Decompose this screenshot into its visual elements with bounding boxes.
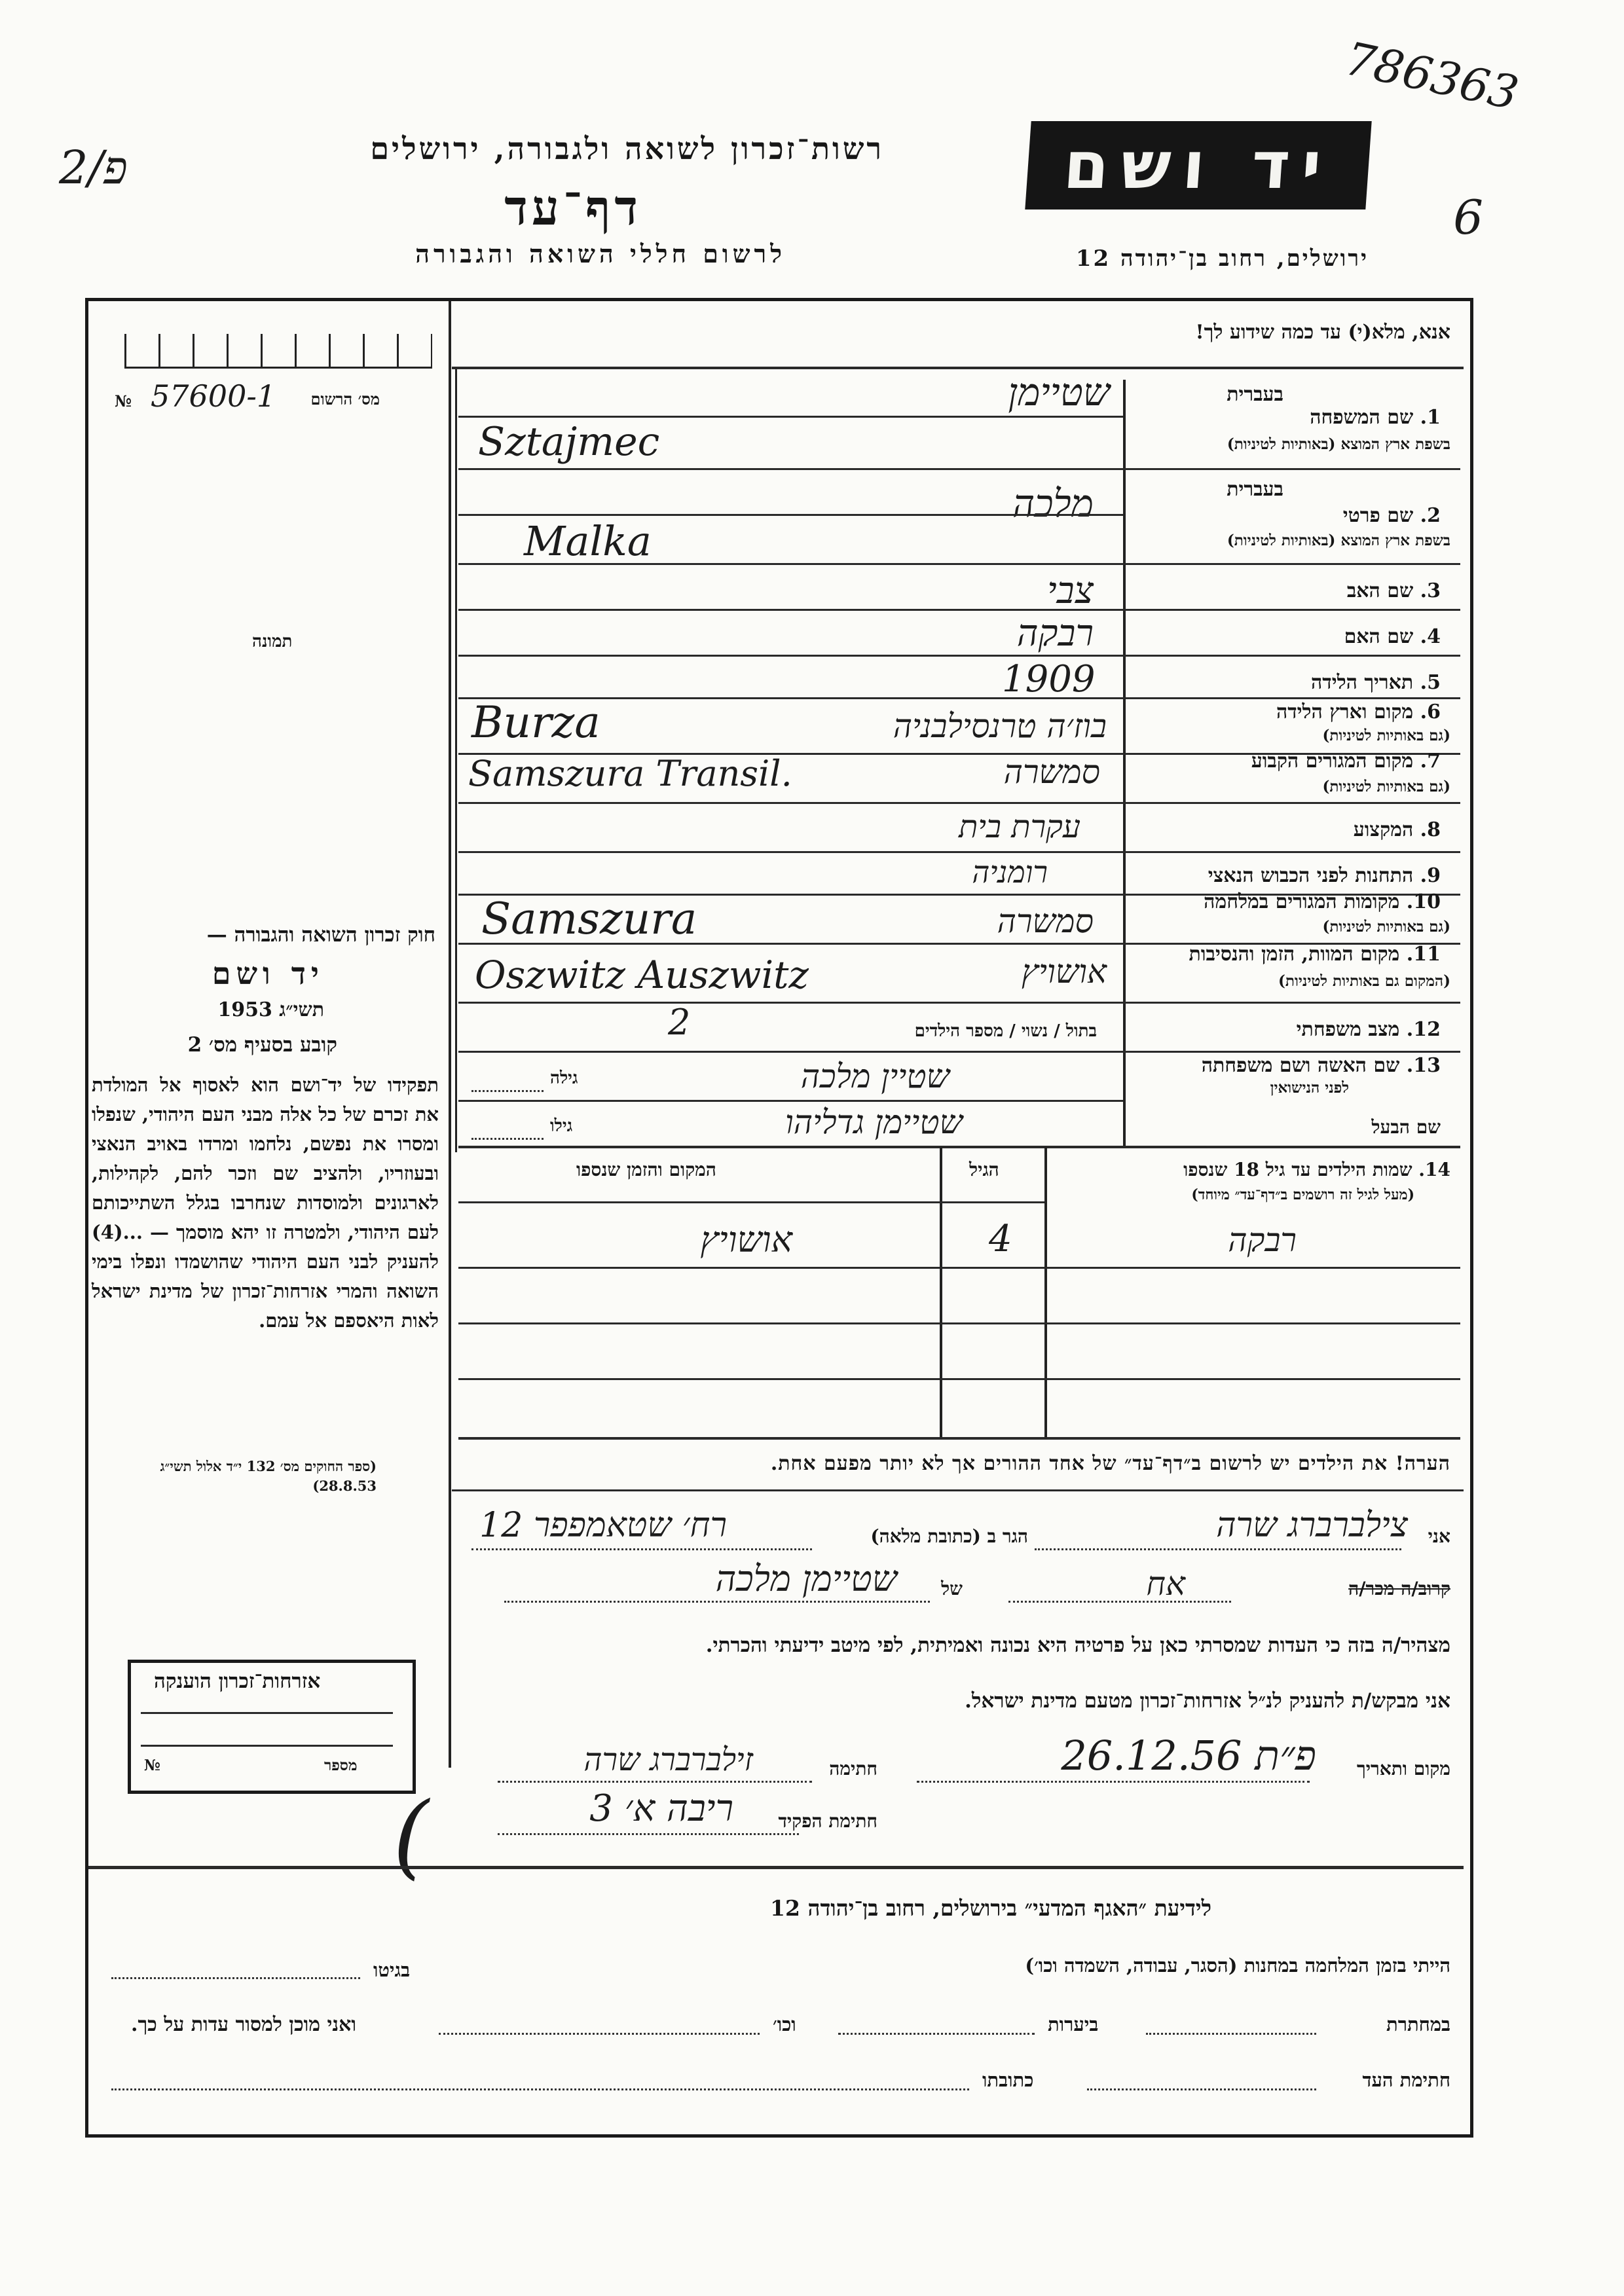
law-clause: קובע בסעיף מס׳ 2 <box>187 1033 337 1057</box>
note-rule <box>452 1489 1464 1491</box>
field-label-13 <box>1202 1054 1441 1077</box>
field-sub-6: (גם באותיות לטיניות) <box>1322 727 1450 744</box>
witness-ready: ואני מוכן למסור עדות על כך. <box>131 2013 357 2036</box>
value-label-divider <box>1123 380 1126 1146</box>
field-label-10 <box>1204 890 1441 913</box>
witness-signature-label: חתימת העד <box>1362 2069 1450 2091</box>
witness-ghetto-line <box>111 1977 360 1979</box>
value-9: רומניה <box>972 854 1048 890</box>
rule-1a <box>458 416 1123 418</box>
field-label-11 <box>1189 943 1441 966</box>
rule-2b <box>458 563 1460 565</box>
age-label-husband: גילו <box>550 1116 573 1136</box>
logo-text: יד ושם <box>1061 127 1336 204</box>
witness-address-label: כתובתו <box>982 2069 1034 2091</box>
field-num-11: 11. <box>1406 943 1441 966</box>
rule-11 <box>458 1002 1460 1004</box>
registration-ticks <box>124 334 432 369</box>
field-num-7: 7. <box>1420 750 1441 773</box>
field-label-12 <box>1297 1018 1441 1041</box>
children-head-rule <box>458 1201 1044 1203</box>
field-text-2: שם פרטי <box>1342 504 1414 527</box>
value-6-latin: Burza <box>471 697 600 748</box>
field-text-9: התחנות לפני הכבוש הנאצי <box>1208 864 1414 887</box>
field-sub-7: (גם באותיות לטיניות) <box>1322 778 1450 795</box>
value-13: שטיין מלכה <box>800 1057 950 1095</box>
value-husband: שטיימן גדליהו <box>785 1103 963 1141</box>
value-3: צבי <box>1046 570 1094 612</box>
child-row-4 <box>458 1437 1460 1440</box>
law-name: יד ושם <box>212 956 324 991</box>
relation-value: אח <box>1146 1565 1185 1603</box>
field-text-8: המקצוע <box>1353 818 1414 841</box>
field-label-8 <box>1354 818 1441 841</box>
field-num-10: 10. <box>1406 890 1441 913</box>
declarant-name: צילברברג שרה <box>1216 1506 1408 1545</box>
field-num-3: 3. <box>1420 579 1441 602</box>
field-text-7: מקום המגורים הקבוע <box>1251 750 1414 773</box>
age-line-husband <box>471 1138 544 1140</box>
value-2-latin: Malka <box>524 517 652 565</box>
place-date-label: מקום ותאריך <box>1356 1758 1450 1779</box>
children-col-place: המקום והזמן שנספו <box>576 1159 716 1180</box>
citizenship-box-title: אזרחות־זכרון הוענקה <box>154 1669 321 1693</box>
handwritten-file-number: 786363 <box>1340 31 1523 120</box>
children-col-age: הגיל <box>969 1159 999 1180</box>
field-text-6: מקום וארץ הלידה <box>1276 701 1414 723</box>
declarant-address-line <box>471 1548 812 1550</box>
box-rule-1 <box>141 1712 393 1714</box>
field-num-9: 9. <box>1420 864 1441 887</box>
signature-label: חתימה <box>829 1758 877 1779</box>
declarant-i-label: אני <box>1428 1525 1450 1547</box>
children-label: 14. שמות הילדים עד גיל 18 שנספו <box>1183 1159 1450 1180</box>
registration-no-sign: № <box>115 392 132 410</box>
value-10-hebrew: סמשרה <box>997 902 1094 940</box>
label-hebrew-1: בעברית <box>1227 383 1283 406</box>
child-age-1: 4 <box>989 1218 1012 1260</box>
field-sub-11: (המקום גם באותיות לטיניות) <box>1278 972 1450 990</box>
signature-value: זילברברג שרה <box>583 1741 753 1778</box>
field-text-3: שם האב <box>1346 579 1414 602</box>
field-label-9 <box>1208 864 1441 887</box>
field-text-5: תאריך הלידה <box>1311 671 1414 694</box>
field-text-10: מקומות המגורים במלחמה <box>1204 890 1400 913</box>
marital-options: בתול / נשוי / מספר הילדים <box>914 1021 1097 1041</box>
children-div-1 <box>1044 1147 1047 1438</box>
of-name: שטיימן מלכה <box>715 1558 897 1599</box>
value-7-latin: Samszura Transil. <box>468 753 792 794</box>
left-column-divider <box>449 301 451 1768</box>
field-sub-1: בשפת ארץ המוצא (באותיות לטיניות) <box>1227 435 1450 453</box>
value-4: רבקה <box>1016 612 1094 655</box>
age-label-wife: גילה <box>550 1068 578 1088</box>
value-1-hebrew: שטיימן <box>1008 370 1110 414</box>
of-line <box>504 1601 930 1603</box>
field-text-4: שם האם <box>1344 625 1414 648</box>
declarant-resident-label: הגר ב (כתובת מלאה) <box>870 1525 1028 1547</box>
field-sub-10: (גם באותיות לטיניות) <box>1322 918 1450 936</box>
field-label-4 <box>1344 625 1441 648</box>
age-line-wife <box>471 1090 544 1092</box>
witness-title: לידיעת ״האגף המדעי״ בירושלים, רחוב בן־יהודה 12 <box>770 1895 1211 1921</box>
rule-12 <box>458 1051 1460 1053</box>
child-row-1 <box>458 1267 1460 1269</box>
witness-underground: במחתרת <box>1386 2013 1450 2035</box>
handwritten-top-left-mark: פ/2 <box>59 141 128 194</box>
witness-forests-line <box>838 2033 1035 2035</box>
field-num-8: 8. <box>1420 818 1441 841</box>
field-num-6: 6. <box>1420 701 1441 723</box>
declaration-text: מצהיר/ה בזה כי העדות שמסרתי כאן על פרטיה היא נכונה ואמיתית, לפי מיטב ידיעתי והכרתי. <box>705 1633 1450 1657</box>
child-row-3 <box>458 1378 1460 1380</box>
rule-2a <box>458 514 1123 516</box>
witness-signature-line <box>1087 2088 1316 2090</box>
law-text: תפקידו של יד־ושם הוא לאסוף אל המולדת את זכרם של כל אלה מבני העם היהודי, שנפלו ומסרו את נפשם, נלחמו ומרדו באויב הנאצי ובעוזריו, ולהציב שם וזכר להם, לקהילות, לארגונים ולמוסדות שנחרבו בגלל השתייכותם לעם היהודי, ולמטרה זו יהא מוסמך — ...(4) להעניק לבני העם היהודי שהושמדו ונפלו בימי השואה והמרי אזרחות־זכרון של מדינת ישראל לאות היאספם אל עמם. <box>92 1074 439 1332</box>
form-intro: אנא, מלא(י) עד כמה שידוע לך! <box>1195 321 1450 344</box>
field-label-2 <box>1343 504 1441 527</box>
field-num-12: 12. <box>1406 1018 1441 1041</box>
value-1-latin: Sztajmec <box>478 419 660 465</box>
field-text-11: מקום המוות, הזמן והנסיבות <box>1189 943 1400 966</box>
child-name-1: רבקה <box>1228 1221 1297 1259</box>
request-text: אני מבקש/ת להעניק לנ״ל אזרחות־זכרון מטעם מדינת ישראל. <box>965 1689 1450 1713</box>
witness-ghetto: בגיטו <box>373 1959 411 1981</box>
officer-signature: ריבה א׳ 3 <box>589 1787 733 1830</box>
witness-etc-line <box>439 2033 760 2035</box>
field-label-6 <box>1276 701 1441 723</box>
field-sub-13: לפני הנישואין <box>1270 1079 1349 1097</box>
value-5: 1909 <box>1002 658 1096 701</box>
law-year: תשי״ג 1953 <box>217 998 324 1021</box>
witness-underground-line <box>1146 2033 1316 2035</box>
relation-line <box>1008 1601 1231 1603</box>
registration-number: 57600-1 <box>151 378 276 414</box>
intro-rule <box>452 367 1464 369</box>
witness-line1: הייתי בזמן המלחמה במחנות (הסגר, עבודה, השמדה וכו׳) <box>1025 1954 1450 1977</box>
value-7-hebrew: סמשרה <box>1003 753 1100 791</box>
witness-etc: וכו׳ <box>773 2013 796 2035</box>
field-label-5 <box>1311 671 1441 694</box>
rule-13 <box>458 1100 1123 1102</box>
signature-line <box>498 1781 812 1783</box>
rule-3 <box>458 609 1460 611</box>
children-count: 2 <box>668 1002 691 1043</box>
value-left-divider <box>455 367 457 1152</box>
box-number-label: מספר <box>324 1757 358 1774</box>
field-num-2: 2. <box>1420 504 1441 527</box>
field-sub-2: בשפת ארץ המוצא (באותיות לטיניות) <box>1227 532 1450 549</box>
place-date-value: פ״ת 26.12.56 <box>1061 1732 1316 1779</box>
value-8: עקרת בית <box>959 809 1080 845</box>
officer-bracket: ( <box>393 1783 429 1889</box>
form-title: דף־עד <box>504 180 642 236</box>
header-address: ירושלים, רחוב בן־יהודה 12 <box>1075 246 1369 272</box>
field-num-13: 13. <box>1406 1054 1441 1077</box>
photo-label: תמונה <box>252 632 293 651</box>
witness-separator <box>88 1866 1464 1869</box>
institution-name: רשות־זכרון לשואה ולגבורה, ירושלים <box>370 131 884 166</box>
law-title: חוק זכרון השואה והגבורה — <box>206 923 435 947</box>
value-11-hebrew: אושויץ <box>1021 953 1107 991</box>
box-no-sign: № <box>144 1757 160 1774</box>
rule-1b <box>458 468 1460 470</box>
witness-address-line <box>111 2088 969 2090</box>
declarant-address: רח׳ שטאמפפר 12 <box>479 1506 727 1545</box>
officer-line <box>498 1833 799 1835</box>
witness-forests: ביערות <box>1048 2013 1099 2035</box>
child-place-1: אושויץ <box>700 1219 792 1260</box>
value-6-hebrew: בוז׳ה טרנסילבניה <box>893 707 1107 745</box>
children-note: הערה! את הילדים יש לרשום ב״דף־עד״ של אחד ההורים אך לא יותר מפעם אחת. <box>770 1452 1450 1475</box>
relation-label: קרוב/ה מכר/ה <box>1348 1578 1450 1599</box>
children-div-2 <box>940 1147 942 1438</box>
child-row-2 <box>458 1322 1460 1324</box>
box-rule-2 <box>141 1745 393 1747</box>
registration-label: מס׳ הרשום <box>310 390 380 409</box>
rule-7 <box>458 802 1460 804</box>
law-citation: (ספר החוקים מס׳ 132 י״ד אלול תשי״ג 28.8.53) <box>160 1458 377 1494</box>
children-sub: (מעל לגיל זה רושמים ב״דף־עד״ מיוחד) <box>1191 1186 1414 1203</box>
value-10-latin: Samszura <box>481 894 697 944</box>
field-num-1: 1. <box>1420 406 1441 429</box>
field-text-1: שם המשפחה <box>1310 406 1414 429</box>
field-num-4: 4. <box>1420 625 1441 648</box>
field-label-7 <box>1251 750 1441 773</box>
value-2-hebrew: מלכה <box>1012 481 1094 526</box>
value-11-latin: Oszwitz Auszwitz <box>475 953 809 997</box>
handwritten-corner-mark: 6 <box>1453 190 1483 245</box>
rule-5 <box>458 697 1460 699</box>
field-label-3 <box>1347 579 1441 602</box>
rule-husband <box>458 1146 1460 1148</box>
field-label-husband: שם הבעל <box>1371 1116 1441 1138</box>
field-num-5: 5. <box>1420 671 1441 694</box>
place-date-line <box>917 1781 1310 1783</box>
label-hebrew-2: בעברית <box>1227 478 1283 501</box>
declarant-name-line <box>1035 1548 1401 1550</box>
yad-vashem-logo <box>1025 121 1371 210</box>
of-label: של <box>941 1578 963 1599</box>
officer-label: חתימת הפקיד <box>778 1810 877 1832</box>
rule-8 <box>458 851 1460 853</box>
field-text-13: שם האשה ושם משפחתה <box>1201 1054 1400 1077</box>
field-text-12: מצב משפחתי <box>1296 1018 1400 1041</box>
rule-4 <box>458 655 1460 657</box>
form-subtitle: לרשום חללי השואה והגבורה <box>415 239 786 268</box>
field-label-1 <box>1310 406 1441 429</box>
